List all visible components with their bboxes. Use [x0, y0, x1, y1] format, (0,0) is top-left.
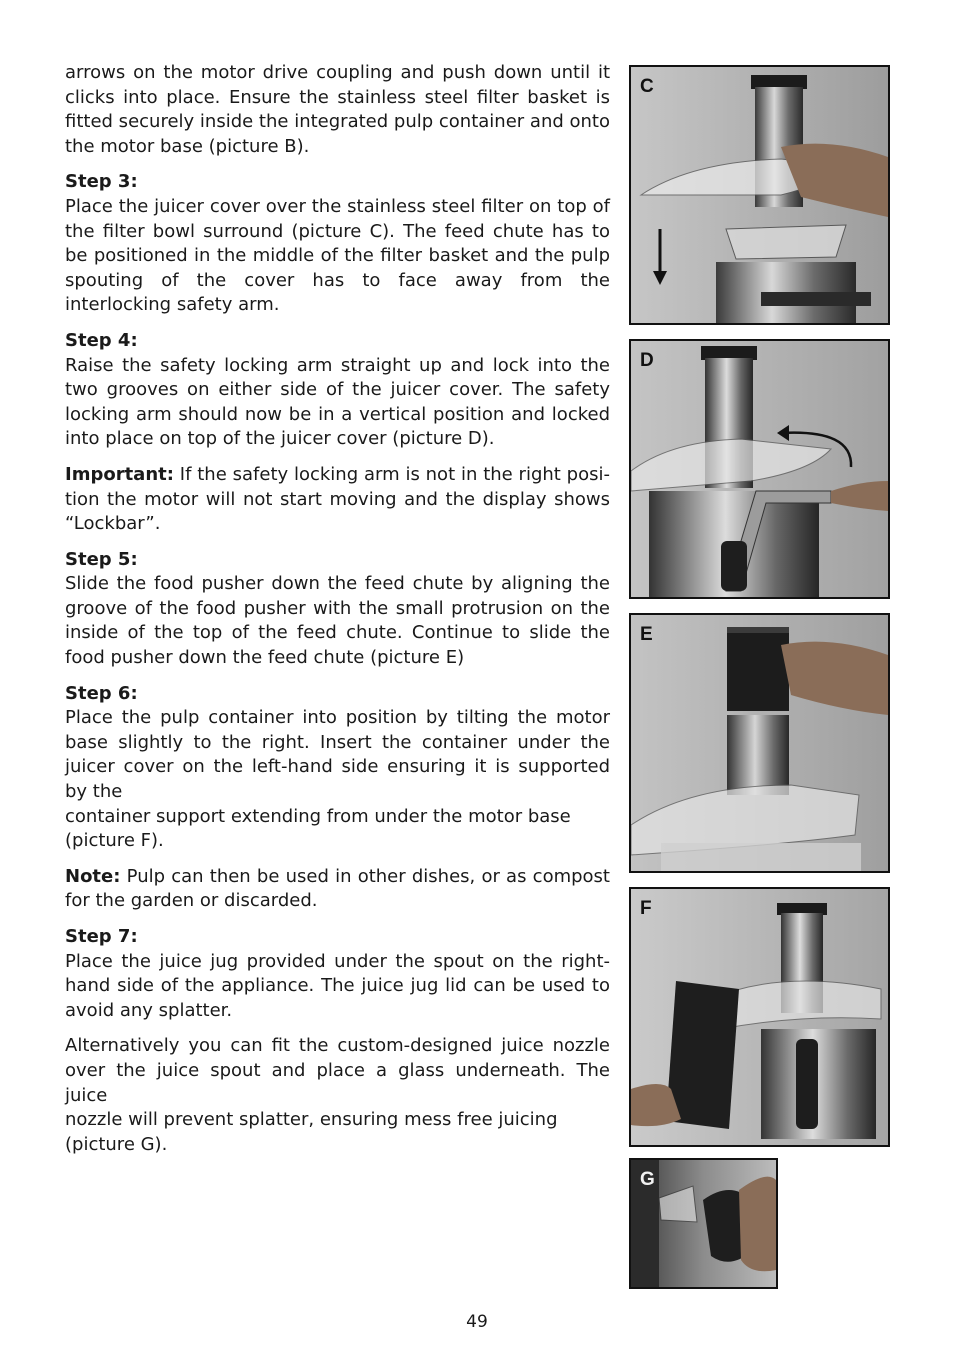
picture-d-label: D: [640, 350, 654, 371]
picture-e-label: E: [640, 624, 653, 645]
step-7-text: Place the juice jug provided under the spout on the right-hand side of the appliance. The juice jug lid can be used to avoid any splatter.: [65, 950, 610, 1021]
step-3-section: [65, 170, 610, 318]
alternative-paragraph: [65, 1034, 610, 1157]
picture-c: [629, 65, 890, 325]
alternative-text-continued: nozzle will prevent splatter, ensuring mess free juicing (picture G).: [65, 1109, 558, 1155]
note-paragraph: [65, 865, 610, 914]
important-label: Important:: [65, 463, 174, 485]
step-5-section: [65, 548, 610, 671]
step-4-text: Raise the safety locking arm straight up and lock into the two grooves on either side of the juicer cover. The safety locking arm should now be in a vertical position and locked into place on top of the juicer cover (picture D).: [65, 354, 610, 450]
picture-d-illustration: [631, 341, 888, 597]
picture-f-illustration: [631, 889, 888, 1145]
step-4-heading: Step 4:: [65, 329, 138, 351]
picture-e: [629, 613, 890, 873]
picture-c-label: C: [640, 76, 654, 97]
intro-paragraph: arrows on the motor drive coupling and push down until it clicks into place. Ensure the stainless steel filter basket is fitted securely inside the integrated pulp container and onto the motor base (picture B).: [65, 62, 610, 157]
note-text: Pulp can then be used in other dishes, or as compost for the garden or discarded.: [65, 865, 610, 912]
step-4-section: [65, 329, 610, 452]
step-7-section: [65, 925, 610, 1023]
step-6-heading: Step 6:: [65, 682, 138, 704]
step-6-text: Place the pulp container into position by tilting the motor base slightly to the right. Insert the container under the juicer cover on the left-hand side ensuring it is supported by the: [65, 707, 610, 803]
important-paragraph: [65, 463, 610, 537]
important-text: If the safety locking arm is not in the right posi-tion the motor will not start moving and the display shows “Lockbar”.: [65, 463, 610, 535]
step-3-heading: Step 3:: [65, 171, 138, 193]
note-label: Note:: [65, 865, 121, 887]
instruction-text-column: [65, 61, 610, 1168]
step-6-section: [65, 682, 610, 854]
picture-e-illustration: [631, 615, 888, 871]
step-7-heading: Step 7:: [65, 926, 138, 947]
picture-c-illustration: [631, 67, 888, 323]
picture-g-label: G: [640, 1169, 655, 1190]
step-5-text: Slide the food pusher down the feed chute by aligning the groove of the food pusher with the small protrusion on the inside of the top of the feed chute. Continue to slide the food pusher down the feed chute (picture E): [65, 573, 610, 669]
picture-g: [629, 1158, 778, 1289]
picture-f-label: F: [640, 898, 652, 919]
picture-f: [629, 887, 890, 1147]
picture-d: [629, 339, 890, 599]
step-5-heading: Step 5:: [65, 548, 138, 570]
page-number: 49: [466, 1312, 488, 1332]
step-6-text-continued: container support extending from under the motor base (picture F).: [65, 805, 571, 852]
alternative-text: Alternatively you can fit the custom-designed juice nozzle over the juice spout and place a glass underneath. The juice: [65, 1035, 610, 1106]
step-3-text: Place the juicer cover over the stainless steel filter on top of the filter bowl surround (picture C). The feed chute has to be positioned in the middle of the filter basket and the pulp spouting of the cover has to face away from the interlocking safety arm.: [65, 195, 610, 316]
